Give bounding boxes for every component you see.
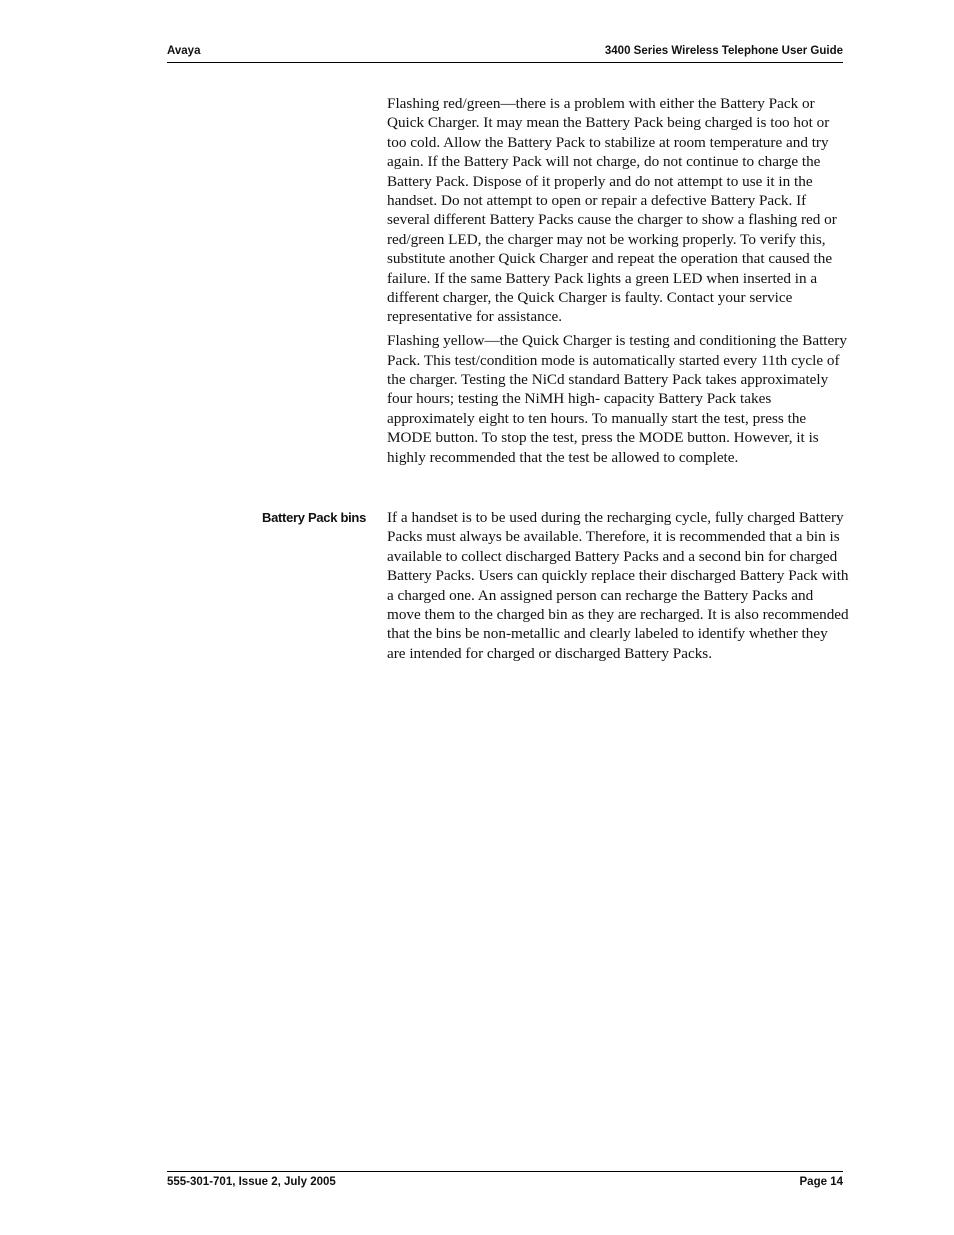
header-company: Avaya: [167, 45, 201, 57]
section-label-battery-pack-bins: Battery Pack bins: [262, 510, 367, 525]
paragraph-battery-pack-bins: If a handset is to be used during the recharging cycle, fully charged Battery Packs must always be available. Therefore, it is recommended that a bin is available to collect discharged Battery Packs and a second bin for charged Battery Packs. Users can quickly replace their discharged Battery Pack with a charged one. An assigned person can recharge the Battery Packs and move them to the charged bin as they are recharged. It is also recommended that the bins be non-metallic and clearly labeled to identify whether they are intended for charged or discharged Battery Packs.: [387, 509, 849, 662]
section-battery-pack-bins: [387, 508, 849, 663]
paragraph-flashing-red-green: Flashing red/green—there is a problem with either the Battery Pack or Quick Charger. It may mean the Battery Pack being charged is too hot or too cold. Allow the Battery Pack to stabilize at room temperature and try again. If the Battery Pack will not charge, do not continue to charge the Battery Pack. Dispose of it properly and do not attempt to use it in the handset. Do not attempt to open or repair a defective Battery Pack. If several different Battery Packs cause the charger to show a flashing red or red/green LED, the charger may not be working properly. To verify this, substitute another Quick Charger and repeat the operation that caused the failure. If the same Battery Pack lights a green LED when inserted in a different charger, the Quick Charger is faulty. Contact your service representative for assistance.: [387, 95, 837, 326]
footer-page-number: Page 14: [799, 1176, 843, 1188]
paragraph-flashing-yellow: Flashing yellow—the Quick Charger is testing and conditioning the Battery Pack. This test/condition mode is automatically started every 11th cycle of the charger. Testing the NiCd standard Battery Pack takes approximately four hours; testing the NiMH high- capacity Battery Pack takes approximately eight to ten hours. To manually start the test, press the MODE button. To stop the test, press the MODE button. However, it is highly recommended that the test be allowed to complete.: [387, 332, 847, 466]
header-document-title: 3400 Series Wireless Telephone User Guide: [604, 45, 843, 57]
footer-document-id: 555-301-701, Issue 2, July 2005: [167, 1176, 336, 1188]
page-header: [167, 43, 843, 63]
main-content: [387, 94, 849, 472]
page-footer: [167, 1171, 843, 1192]
